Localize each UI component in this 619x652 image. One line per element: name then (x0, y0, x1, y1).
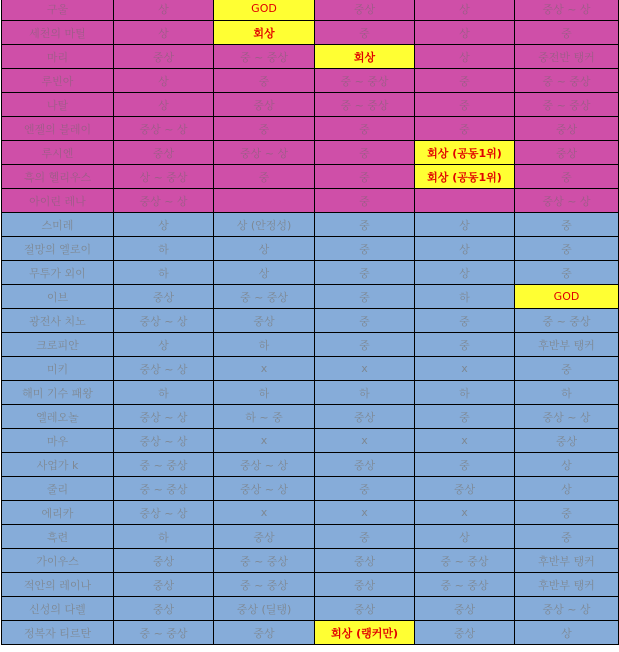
rating-cell: 회상 (공동1위) (415, 165, 515, 189)
rating-cell: 중상 (415, 621, 515, 645)
table-row (2, 453, 619, 477)
rating-cell: 하 (515, 381, 619, 405)
character-name-cell: 가이우스 (2, 549, 114, 573)
rating-cell: 중 ~ 중상 (214, 285, 315, 309)
rating-cell: 하 (214, 381, 315, 405)
rating-cell: 중 ~ 중상 (515, 69, 619, 93)
table-row (2, 93, 619, 117)
rating-cell: 중상 ~ 상 (114, 189, 214, 213)
character-name-cell: 줄리 (2, 477, 114, 501)
rating-cell: 중상 (315, 453, 415, 477)
rating-cell: 하 (415, 285, 515, 309)
rating-cell: 중 (515, 237, 619, 261)
rating-cell: 중상 (415, 477, 515, 501)
rating-cell: x (315, 357, 415, 381)
rating-cell: 상 (114, 69, 214, 93)
rating-cell: 중 ~ 중상 (214, 573, 315, 597)
character-name-cell: 적안의 레이나 (2, 573, 114, 597)
rating-cell: 중상 (114, 573, 214, 597)
rating-cell: 중상 (315, 549, 415, 573)
rating-cell: 중상 (315, 597, 415, 621)
rating-cell: 상 (114, 93, 214, 117)
rating-cell: GOD (515, 285, 619, 309)
rating-cell: 중 (415, 309, 515, 333)
table-row (2, 0, 619, 21)
table-row (2, 285, 619, 309)
tier-table-body (2, 0, 619, 645)
rating-cell: 중 ~ 중상 (114, 453, 214, 477)
rating-cell: 중 (214, 165, 315, 189)
rating-cell (415, 189, 515, 213)
rating-cell: 중상 ~ 상 (214, 453, 315, 477)
rating-cell: 후반부 탱커 (515, 573, 619, 597)
rating-cell: 중 ~ 중상 (415, 573, 515, 597)
table-row (2, 117, 619, 141)
rating-cell: x (214, 429, 315, 453)
rating-cell: 중 (515, 501, 619, 525)
rating-cell: 중 ~ 중상 (315, 69, 415, 93)
rating-cell: 중 (315, 237, 415, 261)
table-row (2, 141, 619, 165)
rating-cell: 하 (415, 381, 515, 405)
rating-cell: 중 (315, 165, 415, 189)
rating-cell: 하 (315, 381, 415, 405)
rating-cell: 회상 (214, 21, 315, 45)
character-name-cell: 흑의 헬리우스 (2, 165, 114, 189)
character-name-cell: 엔젤의 블레이 (2, 117, 114, 141)
table-row (2, 333, 619, 357)
rating-cell: 중 (315, 285, 415, 309)
rating-cell: 중 (415, 405, 515, 429)
table-row (2, 549, 619, 573)
character-name-cell: 무투가 외이 (2, 261, 114, 285)
table-row (2, 237, 619, 261)
rating-cell: 중 ~ 중상 (114, 477, 214, 501)
rating-cell: 중 (214, 69, 315, 93)
table-row (2, 309, 619, 333)
table-row (2, 597, 619, 621)
rating-cell: 중상 ~ 상 (114, 117, 214, 141)
rating-cell: 중상 (214, 309, 315, 333)
character-name-cell: 정복자 티르탄 (2, 621, 114, 645)
character-name-cell: 광전사 치노 (2, 309, 114, 333)
rating-cell: 상 (515, 477, 619, 501)
rating-cell: 상 (415, 0, 515, 21)
rating-cell: 중상 ~ 상 (214, 477, 315, 501)
character-name-cell: 엘레오놀 (2, 405, 114, 429)
rating-cell: 하 (114, 237, 214, 261)
rating-cell: 중상 (214, 93, 315, 117)
character-name-cell: 해미 기수 패왕 (2, 381, 114, 405)
table-row (2, 45, 619, 69)
character-name-cell: 마리 (2, 45, 114, 69)
rating-cell: 중 (415, 333, 515, 357)
rating-cell: 상 (415, 261, 515, 285)
rating-cell: 중전반 탱커 (515, 45, 619, 69)
table-row (2, 21, 619, 45)
rating-cell: 중 (315, 525, 415, 549)
table-row (2, 573, 619, 597)
character-name-cell: 아이린 레나 (2, 189, 114, 213)
rating-cell: 중상 (515, 429, 619, 453)
rating-cell: 중 ~ 중상 (114, 621, 214, 645)
rating-cell: 중상 (114, 141, 214, 165)
rating-cell: x (214, 357, 315, 381)
rating-cell (214, 189, 315, 213)
rating-cell: 중 (415, 453, 515, 477)
rating-cell: 중 (315, 141, 415, 165)
rating-cell: 회상 (랭커만) (315, 621, 415, 645)
table-row (2, 213, 619, 237)
rating-cell: 중 (515, 213, 619, 237)
rating-cell: x (214, 501, 315, 525)
rating-cell: 상 (214, 261, 315, 285)
rating-cell: 중상 ~ 상 (114, 429, 214, 453)
rating-cell: 중 (515, 525, 619, 549)
rating-cell: 상 (214, 237, 315, 261)
table-row (2, 525, 619, 549)
rating-cell: x (415, 357, 515, 381)
rating-cell: 중 (315, 21, 415, 45)
rating-cell: 후반부 탱커 (515, 549, 619, 573)
rating-cell: 회상 (공동1위) (415, 141, 515, 165)
rating-cell: 상 (114, 21, 214, 45)
rating-cell: 중 (415, 93, 515, 117)
rating-cell: 중상 (315, 405, 415, 429)
rating-cell: 중상 (114, 45, 214, 69)
character-name-cell: 세천의 마틸 (2, 21, 114, 45)
character-name-cell: 루빈아 (2, 69, 114, 93)
character-name-cell: 신성의 다렐 (2, 597, 114, 621)
rating-cell: 중 (515, 357, 619, 381)
rating-cell: 중 ~ 중상 (515, 309, 619, 333)
rating-cell: 하 (214, 333, 315, 357)
table-row (2, 165, 619, 189)
rating-cell: GOD (214, 0, 315, 21)
table-row (2, 405, 619, 429)
table-row (2, 357, 619, 381)
rating-cell: 상 (515, 453, 619, 477)
rating-cell: x (315, 429, 415, 453)
rating-cell: 중 (315, 189, 415, 213)
rating-cell: 하 (114, 525, 214, 549)
rating-cell: 상 (114, 333, 214, 357)
character-name-cell: 절망의 엘로이 (2, 237, 114, 261)
character-name-cell: 구울 (2, 0, 114, 21)
rating-cell: 중상 ~ 상 (114, 405, 214, 429)
rating-cell: 하 (114, 261, 214, 285)
character-name-cell: 루시엔 (2, 141, 114, 165)
rating-cell: 상 (415, 237, 515, 261)
character-name-cell: 나탈 (2, 93, 114, 117)
rating-cell: 중상 ~ 상 (515, 597, 619, 621)
rating-cell: 중 ~ 중상 (515, 93, 619, 117)
rating-cell: 중상 ~ 상 (515, 0, 619, 21)
rating-cell: 중 ~ 중상 (415, 549, 515, 573)
rating-cell: 중상 (515, 141, 619, 165)
rating-cell: 중 ~ 중상 (214, 549, 315, 573)
character-name-cell: 사업가 k (2, 453, 114, 477)
rating-cell: 중상 (515, 117, 619, 141)
character-name-cell: 마우 (2, 429, 114, 453)
rating-cell: x (315, 501, 415, 525)
rating-cell: 중 (214, 117, 315, 141)
rating-cell: 상 (415, 213, 515, 237)
rating-cell: 중상 ~ 상 (214, 141, 315, 165)
rating-cell: 하 (114, 381, 214, 405)
table-row (2, 429, 619, 453)
rating-cell: 중 (415, 117, 515, 141)
rating-cell: 후반부 탱커 (515, 333, 619, 357)
rating-cell: 하 ~ 중 (214, 405, 315, 429)
rating-cell: 중 (315, 213, 415, 237)
rating-cell: 중 (315, 477, 415, 501)
rating-cell: 상 (114, 0, 214, 21)
rating-cell: 중 (515, 165, 619, 189)
rating-cell: x (415, 429, 515, 453)
rating-cell: 중상 (415, 597, 515, 621)
rating-cell: 중상 (214, 621, 315, 645)
rating-cell: 중상 (114, 597, 214, 621)
table-row (2, 621, 619, 645)
table-row (2, 189, 619, 213)
character-name-cell: 스미레 (2, 213, 114, 237)
rating-cell: 중 (315, 261, 415, 285)
rating-cell: 상 (415, 525, 515, 549)
rating-cell: 상 (515, 621, 619, 645)
table-row (2, 381, 619, 405)
rating-cell: 중상 ~ 상 (515, 405, 619, 429)
rating-cell: 상 (415, 21, 515, 45)
rating-cell: 회상 (315, 45, 415, 69)
rating-cell: 중 (315, 309, 415, 333)
table-row (2, 261, 619, 285)
rating-cell: 중상 (114, 549, 214, 573)
character-name-cell: 미키 (2, 357, 114, 381)
table-row (2, 501, 619, 525)
rating-cell: 중상 (315, 0, 415, 21)
rating-cell: 중상 (315, 573, 415, 597)
rating-cell: 중 (515, 261, 619, 285)
table-row (2, 477, 619, 501)
rating-cell: 상 (안정성) (214, 213, 315, 237)
rating-cell: 중상 ~ 상 (114, 309, 214, 333)
rating-cell: 중상 ~ 상 (114, 357, 214, 381)
rating-cell: 상 ~ 중상 (114, 165, 214, 189)
rating-cell: 중 ~ 중상 (315, 93, 415, 117)
rating-cell: 중 (415, 69, 515, 93)
character-name-cell: 흑련 (2, 525, 114, 549)
tier-table (1, 0, 619, 645)
rating-cell: 상 (114, 213, 214, 237)
rating-cell: 중 (315, 117, 415, 141)
character-name-cell: 이브 (2, 285, 114, 309)
table-row (2, 69, 619, 93)
rating-cell: 중상 (딜탱) (214, 597, 315, 621)
rating-cell: 중 (515, 21, 619, 45)
rating-cell: 중상 (114, 285, 214, 309)
rating-cell: 중상 (214, 525, 315, 549)
rating-cell: 상 (415, 45, 515, 69)
rating-cell: 중 (315, 333, 415, 357)
rating-cell: 중 ~ 중상 (214, 45, 315, 69)
character-name-cell: 에리카 (2, 501, 114, 525)
rating-cell: x (415, 501, 515, 525)
rating-cell: 중상 ~ 상 (515, 189, 619, 213)
rating-cell: 중상 ~ 상 (114, 501, 214, 525)
character-name-cell: 크로피안 (2, 333, 114, 357)
